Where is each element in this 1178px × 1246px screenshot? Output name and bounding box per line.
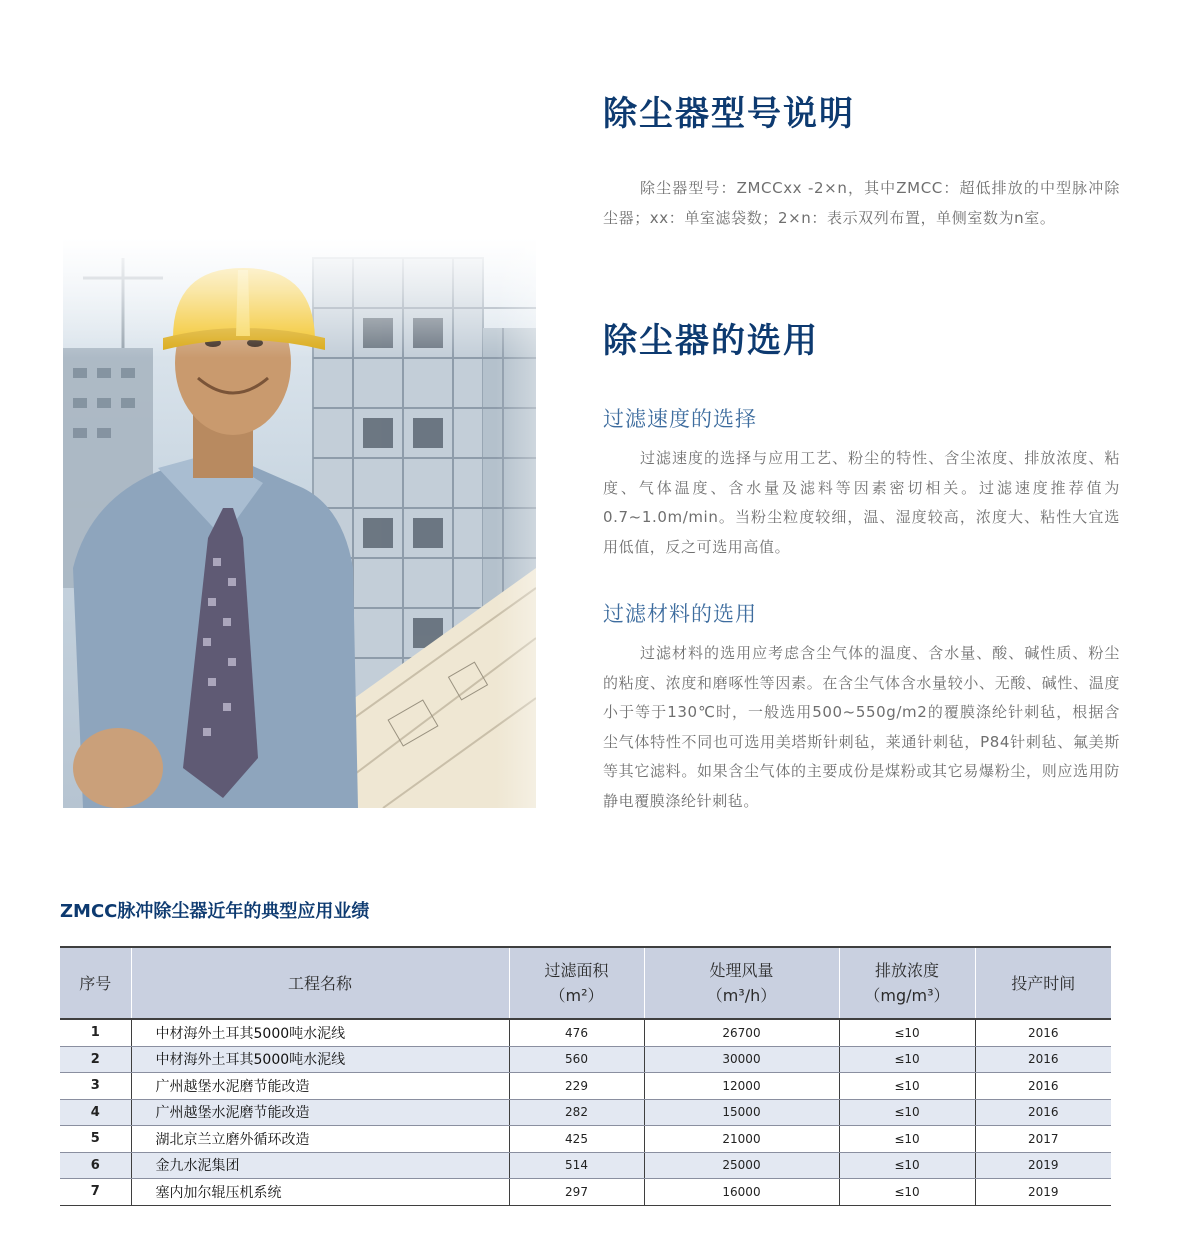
cell-flow: 15000	[644, 1099, 839, 1126]
model-paragraph: 除尘器型号：ZMCCxx -2×n，其中ZMCC：超低排放的中型脉冲除尘器；xx：单室滤袋数；2×n：表示双列布置，单侧室数为n室。	[603, 179, 1120, 227]
cell-year: 2019	[975, 1179, 1111, 1206]
cell-area: 560	[509, 1046, 644, 1073]
cell-project: 广州越堡水泥磨节能改造	[131, 1073, 509, 1100]
performance-table	[60, 946, 1111, 1206]
cell-project: 湖北京兰立磨外循环改造	[131, 1126, 509, 1153]
cell-flow: 12000	[644, 1073, 839, 1100]
cell-emission: ≤10	[839, 1179, 975, 1206]
cell-index: 7	[60, 1179, 131, 1206]
cell-emission: ≤10	[839, 1073, 975, 1100]
header-emission-unit: （mg/m³）	[864, 986, 950, 1005]
header-flow-label: 处理风量	[709, 961, 774, 980]
cell-project: 中材海外土耳其5000吨水泥线	[131, 1046, 509, 1073]
table-row	[60, 1179, 1111, 1206]
performance-table-title: ZMCC脉冲除尘器近年的典型应用业绩	[60, 901, 370, 922]
cell-project: 金九水泥集团	[131, 1152, 509, 1179]
header-area-unit: （m²）	[549, 986, 604, 1005]
cell-index: 5	[60, 1126, 131, 1153]
table-row	[60, 1126, 1111, 1153]
cell-year: 2016	[975, 1019, 1111, 1046]
photo-fade-top	[63, 238, 536, 358]
header-project: 工程名称	[131, 947, 509, 1019]
model-title: 除尘器型号说明	[603, 94, 855, 134]
cell-project: 广州越堡水泥磨节能改造	[131, 1099, 509, 1126]
header-emission-label: 排放浓度	[874, 961, 939, 980]
cell-index: 2	[60, 1046, 131, 1073]
table-row	[60, 1073, 1111, 1100]
filter-speed-paragraph: 过滤速度的选择与应用工艺、粉尘的特性、含尘浓度、排放浓度、粘度、气体温度、含水量及滤料等因素密切相关。过滤速度推荐值为0.7~1.0m/min。当粉尘粒度较细，温、湿度较高，浓度大、粘性大宜选用低值，反之可选用高值。	[603, 449, 1120, 556]
cell-area: 282	[509, 1099, 644, 1126]
cell-project: 塞内加尔辊压机系统	[131, 1179, 509, 1206]
cell-year: 2017	[975, 1126, 1111, 1153]
table-row	[60, 1099, 1111, 1126]
header-emission	[839, 947, 975, 1019]
table-header-row	[60, 947, 1111, 1019]
filter-material-paragraph: 过滤材料的选用应考虑含尘气体的温度、含水量、酸、碱性质、粉尘的粘度、浓度和磨啄性等因素。在含尘气体含水量较小、无酸、碱性、温度小于等于130℃时，一般选用500~550g/m2的覆膜涤纶针刺毡，根据含尘气体特性不同也可选用美塔斯针刺毡，莱通针刺毡，P84针刺毡、氟美斯等其它滤料。如果含尘气体的主要成份是煤粉或其它易爆粉尘，则应选用防静电覆膜涤纶针刺毡。	[603, 644, 1120, 810]
cell-area: 229	[509, 1073, 644, 1100]
cell-index: 4	[60, 1099, 131, 1126]
cell-emission: ≤10	[839, 1126, 975, 1153]
cell-flow: 30000	[644, 1046, 839, 1073]
cell-index: 6	[60, 1152, 131, 1179]
engineer-photo	[63, 238, 536, 808]
header-flow-unit: （m³/h）	[706, 986, 777, 1005]
cell-flow: 26700	[644, 1019, 839, 1046]
filter-speed-heading: 过滤速度的选择	[603, 407, 757, 431]
cell-year: 2019	[975, 1152, 1111, 1179]
cell-emission: ≤10	[839, 1046, 975, 1073]
header-area-label: 过滤面积	[544, 961, 609, 980]
header-year: 投产时间	[975, 947, 1111, 1019]
cell-project: 中材海外土耳其5000吨水泥线	[131, 1019, 509, 1046]
cell-emission: ≤10	[839, 1099, 975, 1126]
cell-area: 514	[509, 1152, 644, 1179]
photo-fade-right	[496, 238, 536, 808]
cell-year: 2016	[975, 1046, 1111, 1073]
cell-year: 2016	[975, 1073, 1111, 1100]
selection-title: 除尘器的选用	[603, 321, 819, 361]
cell-emission: ≤10	[839, 1152, 975, 1179]
table-row	[60, 1152, 1111, 1179]
cell-index: 1	[60, 1019, 131, 1046]
table-row	[60, 1019, 1111, 1046]
filter-material-heading: 过滤材料的选用	[603, 602, 757, 626]
cell-flow: 21000	[644, 1126, 839, 1153]
table-row	[60, 1046, 1111, 1073]
cell-flow: 16000	[644, 1179, 839, 1206]
cell-area: 425	[509, 1126, 644, 1153]
cell-flow: 25000	[644, 1152, 839, 1179]
cell-area: 476	[509, 1019, 644, 1046]
header-index: 序号	[60, 947, 131, 1019]
cell-year: 2016	[975, 1099, 1111, 1126]
header-flow	[644, 947, 839, 1019]
cell-index: 3	[60, 1073, 131, 1100]
header-area	[509, 947, 644, 1019]
cell-emission: ≤10	[839, 1019, 975, 1046]
cell-area: 297	[509, 1179, 644, 1206]
person-body	[73, 453, 358, 808]
